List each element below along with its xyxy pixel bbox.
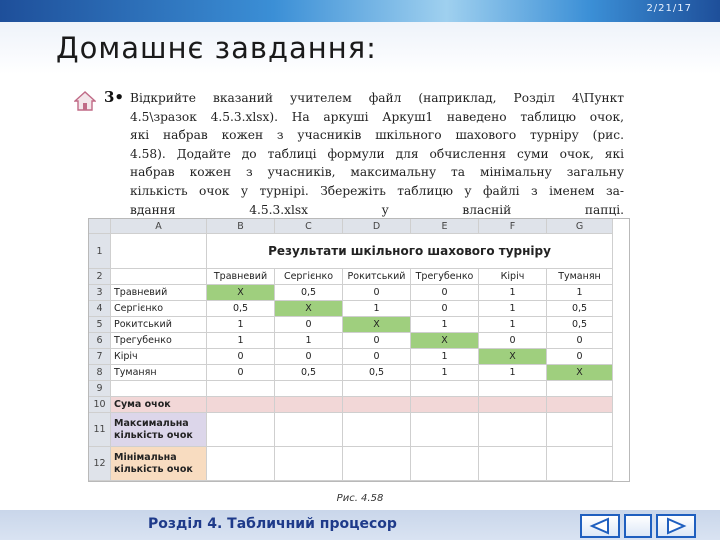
row-number: 2 (89, 269, 111, 285)
player-column-header: Туманян (547, 269, 613, 285)
sum-cell (411, 397, 479, 413)
sheet-row (89, 447, 629, 481)
row-number: 5 (89, 317, 111, 333)
column-header: G (547, 219, 613, 234)
page-title: Домашнє завдання: (56, 31, 377, 65)
score-cell: 0 (275, 349, 343, 365)
score-cell: 1 (275, 333, 343, 349)
score-cell: 0 (411, 301, 479, 317)
row-number: 6 (89, 333, 111, 349)
sheet-row (89, 365, 629, 381)
sheet-row (89, 333, 629, 349)
score-cell: 1 (207, 317, 275, 333)
row-number: 4 (89, 301, 111, 317)
player-name: Трегубенко (111, 333, 207, 349)
sum-cell (275, 397, 343, 413)
sum-cell (547, 397, 613, 413)
empty-cell (411, 447, 479, 481)
player-name: Туманян (111, 365, 207, 381)
cell-a1 (111, 234, 207, 269)
score-cell: 1 (343, 301, 411, 317)
score-cell: X (547, 365, 613, 381)
player-column-header: Рокитський (343, 269, 411, 285)
score-cell: 1 (411, 317, 479, 333)
slide-date: 2/21/17 (646, 3, 692, 14)
score-cell: 0 (547, 349, 613, 365)
task-line: 4.58). Додайте до таблиці формули для обчислення суми очок, які (130, 146, 624, 161)
row-number: 8 (89, 365, 111, 381)
score-cell: 0,5 (207, 301, 275, 317)
player-name: Сергієнко (111, 301, 207, 317)
figure-caption: Рис. 4.58 (336, 493, 384, 504)
score-cell: 0 (207, 349, 275, 365)
score-cell: 0,5 (275, 285, 343, 301)
score-cell: 1 (411, 349, 479, 365)
score-cell: 0 (479, 333, 547, 349)
score-cell: X (275, 301, 343, 317)
score-cell: X (207, 285, 275, 301)
score-cell: 0 (343, 285, 411, 301)
player-name: Травневий (111, 285, 207, 301)
spreadsheet (88, 218, 630, 482)
score-cell: 1 (479, 285, 547, 301)
empty-cell (547, 447, 613, 481)
task-line: які набрав кожен з учасників шкільного шахового турніру (рис. (130, 128, 624, 143)
sheet-row (89, 317, 629, 333)
player-column-header: Сергієнко (275, 269, 343, 285)
sheet-row (89, 301, 629, 317)
sum-label: Сума очок (111, 397, 207, 413)
score-cell: 0,5 (547, 301, 613, 317)
score-cell: 0 (207, 365, 275, 381)
sheet-row (89, 234, 629, 269)
score-cell: 1 (479, 365, 547, 381)
footer-section-title: Розділ 4. Табличний процесор (148, 516, 397, 532)
score-cell: 0 (275, 317, 343, 333)
empty-cell (479, 447, 547, 481)
row-number: 10 (89, 397, 111, 413)
player-column-header: Кіріч (479, 269, 547, 285)
score-cell: 0,5 (547, 317, 613, 333)
task-line: кількість очок у турнірі. Збережіть таблицю у файлі з іменем за- (130, 184, 624, 198)
menu-slide-button[interactable] (624, 514, 652, 538)
score-cell: X (411, 333, 479, 349)
player-column-header: Трегубенко (411, 269, 479, 285)
score-cell: 0,5 (343, 365, 411, 381)
empty-cell (207, 381, 275, 397)
score-cell: X (479, 349, 547, 365)
score-cell: 0,5 (275, 365, 343, 381)
cell-a2 (111, 269, 207, 285)
column-header: D (343, 219, 411, 234)
score-cell: 0 (547, 333, 613, 349)
empty-cell (479, 381, 547, 397)
empty-cell (343, 381, 411, 397)
empty-cell (479, 413, 547, 447)
player-name: Кіріч (111, 349, 207, 365)
empty-cell (207, 447, 275, 481)
empty-cell (207, 413, 275, 447)
row-number: 7 (89, 349, 111, 365)
sheet-row (89, 219, 629, 234)
task-line: Відкрийте вказаний учителем файл (наприклад, Розділ 4\Пункт (130, 91, 624, 105)
column-header: E (411, 219, 479, 234)
row-number: 12 (89, 447, 111, 481)
min-label: Мінімальна кількість очок (111, 447, 207, 481)
empty-cell (547, 413, 613, 447)
sum-cell (479, 397, 547, 413)
score-cell: 0 (343, 333, 411, 349)
player-column-header: Травневий (207, 269, 275, 285)
score-cell: 1 (479, 317, 547, 333)
task-line: набрав кожен з учасників, максимальну та мінімальну загальну (130, 165, 624, 180)
empty-cell (275, 413, 343, 447)
column-header: F (479, 219, 547, 234)
score-cell: 1 (411, 365, 479, 381)
empty-cell (547, 381, 613, 397)
row-number: 1 (89, 234, 111, 269)
sum-cell (207, 397, 275, 413)
corner-cell (89, 219, 111, 234)
next-arrow-icon (665, 517, 687, 535)
next-slide-button[interactable] (656, 514, 696, 538)
prev-arrow-icon (589, 517, 611, 535)
sum-cell (343, 397, 411, 413)
sheet-row (89, 397, 629, 413)
score-cell: 1 (547, 285, 613, 301)
sheet-row (89, 285, 629, 301)
score-cell: 0 (411, 285, 479, 301)
row-number: 3 (89, 285, 111, 301)
home-icon (74, 91, 96, 111)
score-cell: 1 (479, 301, 547, 317)
empty-cell (111, 381, 207, 397)
top-banner (0, 0, 720, 22)
empty-cell (411, 413, 479, 447)
prev-slide-button[interactable] (580, 514, 620, 538)
empty-cell (411, 381, 479, 397)
max-label: Максимальна кількість очок (111, 413, 207, 447)
row-number: 9 (89, 381, 111, 397)
sheet-row (89, 413, 629, 447)
sheet-row (89, 381, 629, 397)
row-number: 11 (89, 413, 111, 447)
empty-cell (275, 381, 343, 397)
score-cell: 1 (207, 333, 275, 349)
column-header: B (207, 219, 275, 234)
column-header: C (275, 219, 343, 234)
sheet-row (89, 349, 629, 365)
score-cell: X (343, 317, 411, 333)
empty-cell (343, 413, 411, 447)
empty-cell (275, 447, 343, 481)
task-line: 4.5\зразок 4.5.3.xlsx). На аркуші Аркуш1 наведено таблицю очок, (130, 109, 624, 124)
table-title: Результати шкільного шахового турніру (207, 234, 613, 269)
task-number: 3• (104, 88, 125, 106)
task-line: вдання 4.5.3.xlsx у власній папці. (130, 202, 624, 217)
column-header: A (111, 219, 207, 234)
score-cell: 0 (343, 349, 411, 365)
sheet-row (89, 269, 629, 285)
player-name: Рокитський (111, 317, 207, 333)
empty-cell (343, 447, 411, 481)
